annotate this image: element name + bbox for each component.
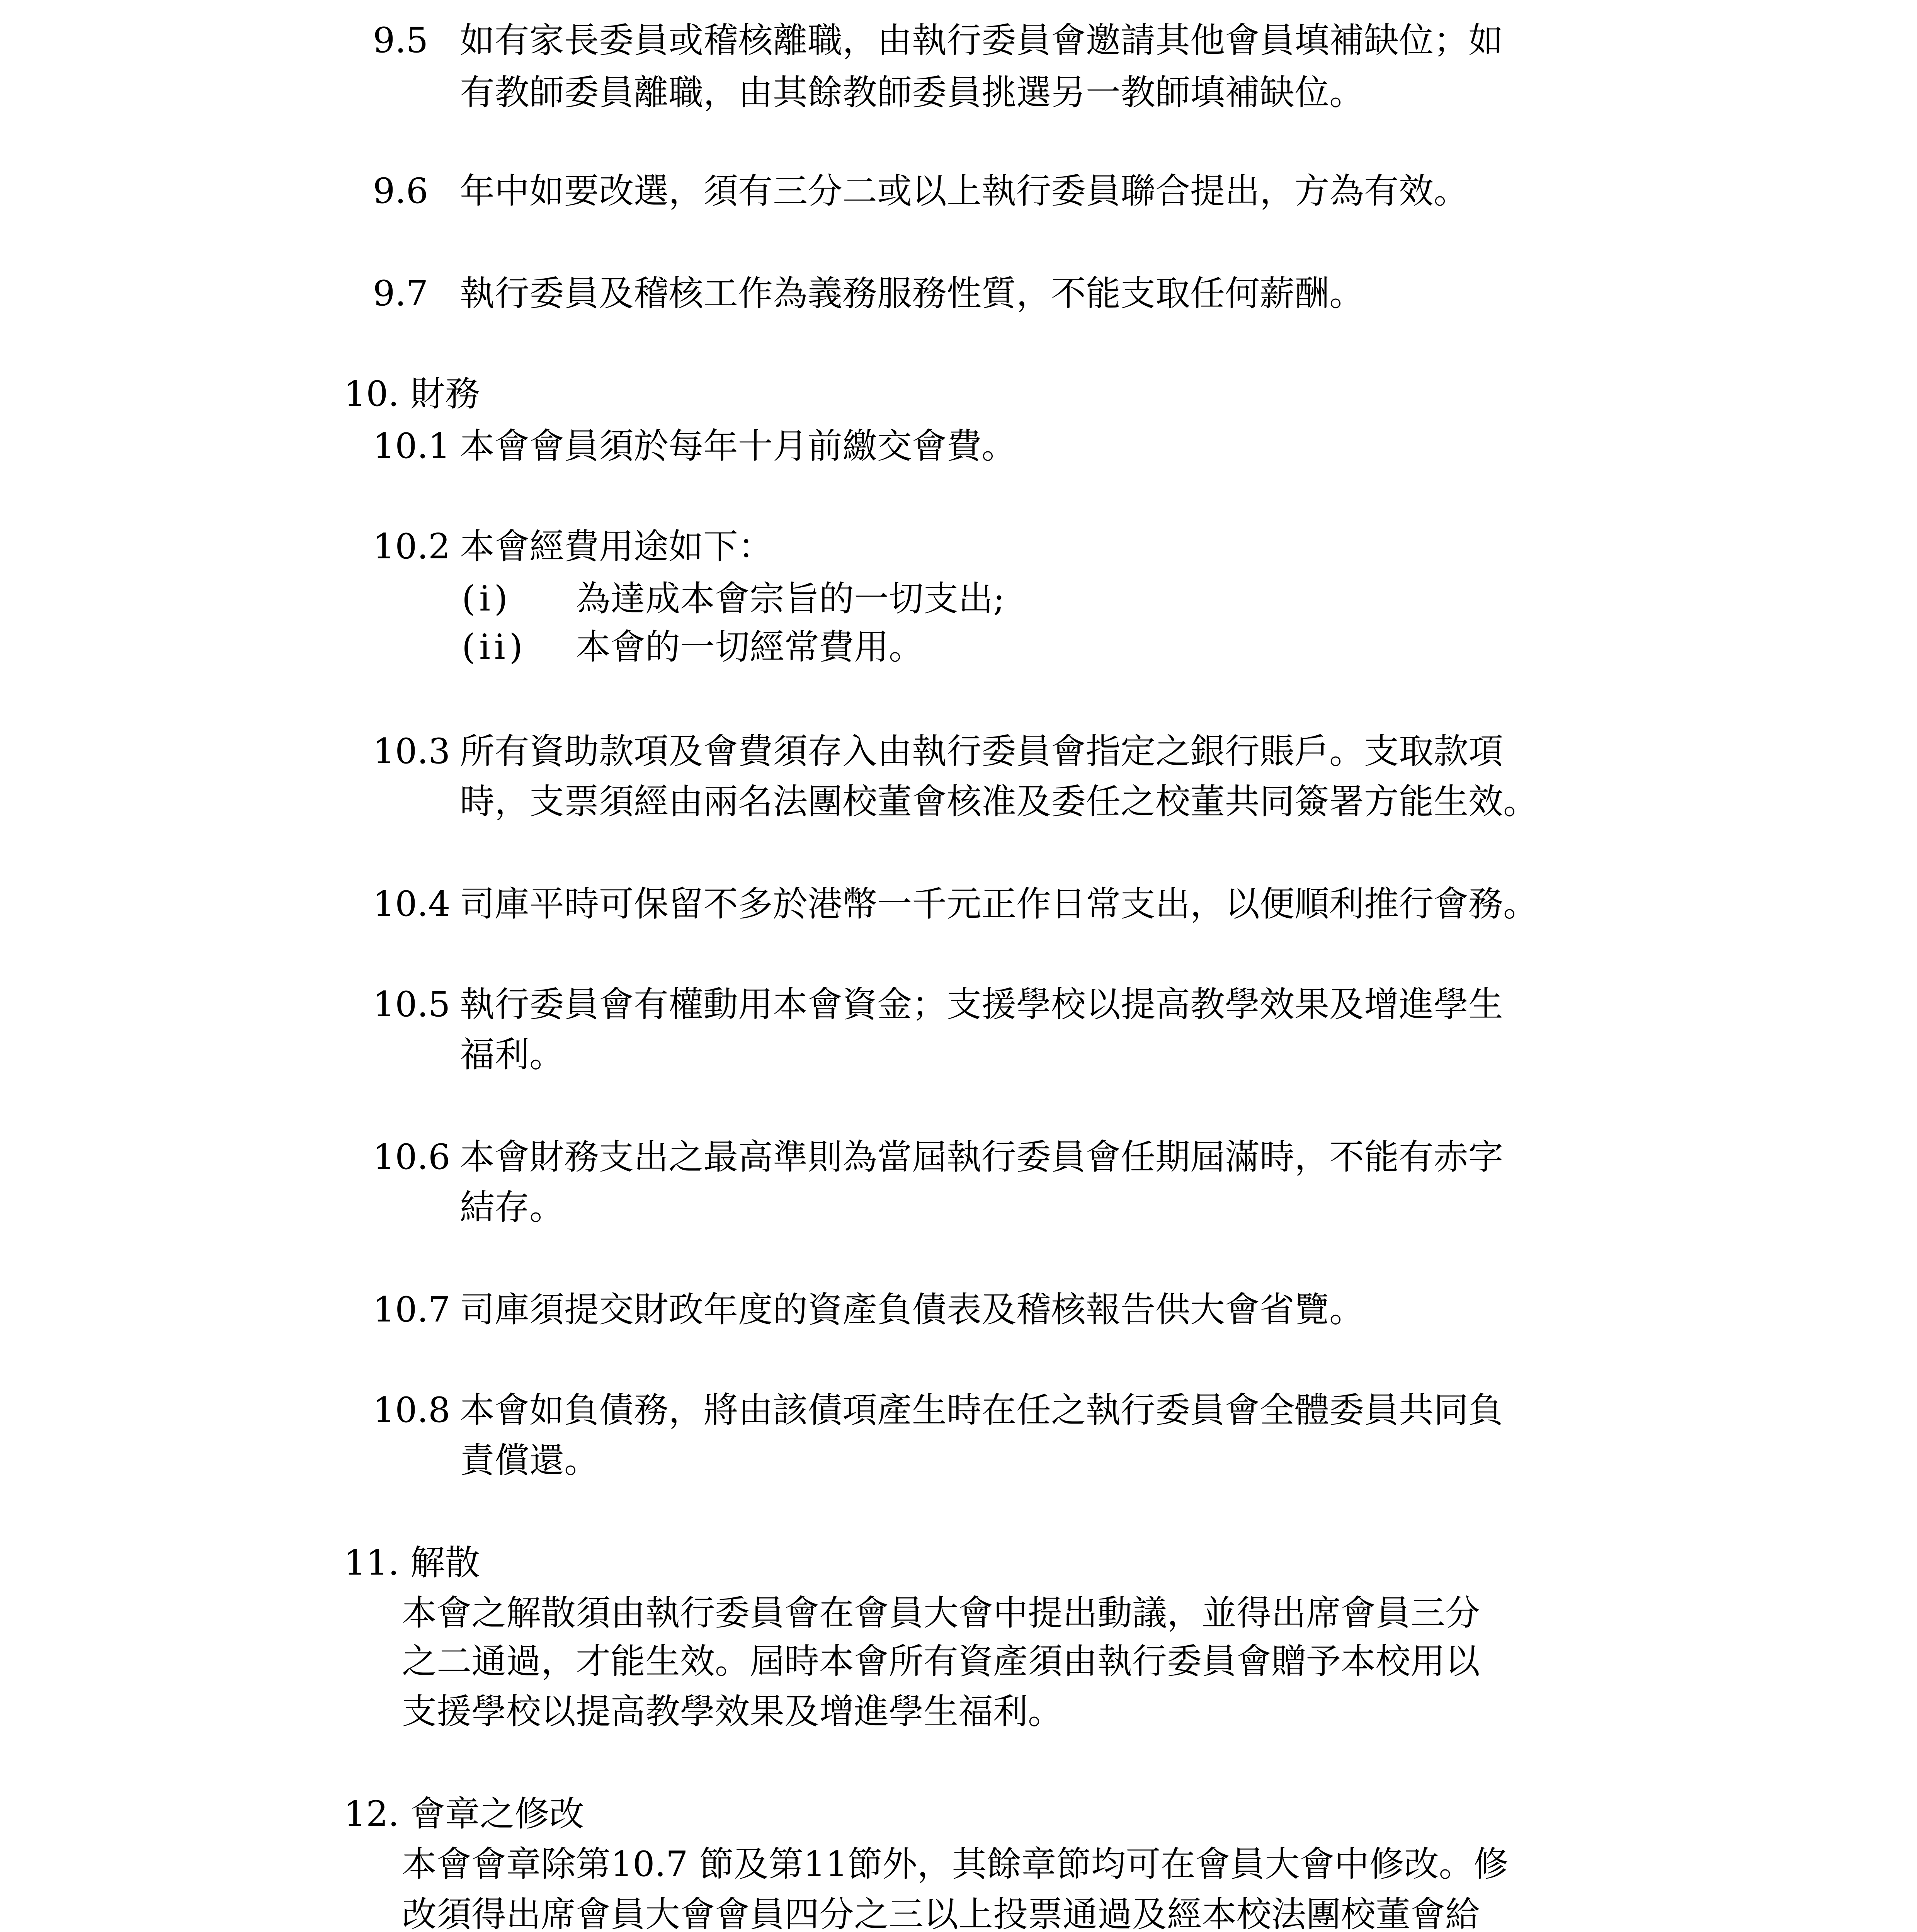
clause-number: 10.1 (373, 426, 451, 466)
clause-text: 本會財務支出之最高準則為當屆執行委員會任期屆滿時，不能有赤字 (460, 1137, 1503, 1177)
clause-number: 10.5 (373, 984, 451, 1025)
clause-text: 執行委員會有權動用本會資金；支援學校以提高教學效果及增進學生 (460, 984, 1503, 1025)
section-text: 支援學校以提高教學效果及增進學生福利。 (402, 1691, 1063, 1732)
clause-text: 有教師委員離職，由其餘教師委員挑選另一教師填補缺位。 (460, 72, 1364, 113)
clause-number: 10.2 (373, 526, 451, 567)
clause-number: 9.7 (373, 273, 429, 314)
clause-number: 10.6 (373, 1137, 451, 1177)
clause-text: 本會經費用途如下： (460, 526, 773, 567)
clause-text: 司庫須提交財政年度的資產負債表及稽核報告供大會省覽。 (460, 1289, 1364, 1330)
clause-text: 所有資助款項及會費須存入由執行委員會指定之銀行賬戶。支取款項 (460, 731, 1503, 772)
clause-number: 10.4 (373, 884, 451, 924)
section-heading: 10. 財務 (344, 374, 480, 414)
clause-number: 10.3 (373, 731, 451, 772)
clause-number: 10.7 (373, 1289, 451, 1330)
section-text: 本會之解散須由執行委員會在會員大會中提出動議，並得出席會員三分 (402, 1593, 1480, 1633)
list-item-text: 本會的一切經常費用。 (576, 627, 924, 667)
clause-number: 9.6 (373, 171, 429, 211)
clause-text: 年中如要改選，須有三分二或以上執行委員聯合提出，方為有效。 (460, 171, 1468, 211)
clause-text: 福利。 (460, 1034, 564, 1075)
clause-text: 執行委員及稽核工作為義務服務性質，不能支取任何薪酬。 (460, 273, 1364, 314)
section-text: 改須得出席會員大會會員四分之三以上投票通過及經本校法團校董會給 (402, 1894, 1480, 1932)
section-text: 本會會章除第10.7 節及第11節外，其餘章節均可在會員大會中修改。修 (402, 1844, 1509, 1884)
clause-text: 時，支票須經由兩名法團校董會核准及委任之校董共同簽署方能生效。 (460, 781, 1538, 822)
clause-text: 如有家長委員或稽核離職，由執行委員會邀請其他會員填補缺位；如 (460, 20, 1503, 61)
clause-text: 司庫平時可保留不多於港幣一千元正作日常支出，以便順利推行會務。 (460, 884, 1538, 924)
clause-number: 9.5 (373, 20, 429, 61)
clause-text: 本會會員須於每年十月前繳交會費。 (460, 426, 1016, 466)
section-text: 之二通過，才能生效。屆時本會所有資產須由執行委員會贈予本校用以 (402, 1641, 1480, 1682)
clause-number: 10.8 (373, 1390, 451, 1430)
list-item-text: 為達成本會宗旨的一切支出; (576, 578, 1005, 619)
list-item-label: (ii) (462, 627, 527, 667)
clause-text: 結存。 (460, 1187, 564, 1228)
clause-text: 責償還。 (460, 1440, 599, 1481)
list-item-label: (i) (462, 578, 512, 619)
clause-text: 本會如負債務，將由該債項產生時在任之執行委員會全體委員共同負 (460, 1390, 1503, 1430)
section-heading: 12. 會章之修改 (344, 1794, 584, 1834)
section-heading: 11. 解散 (344, 1543, 480, 1583)
